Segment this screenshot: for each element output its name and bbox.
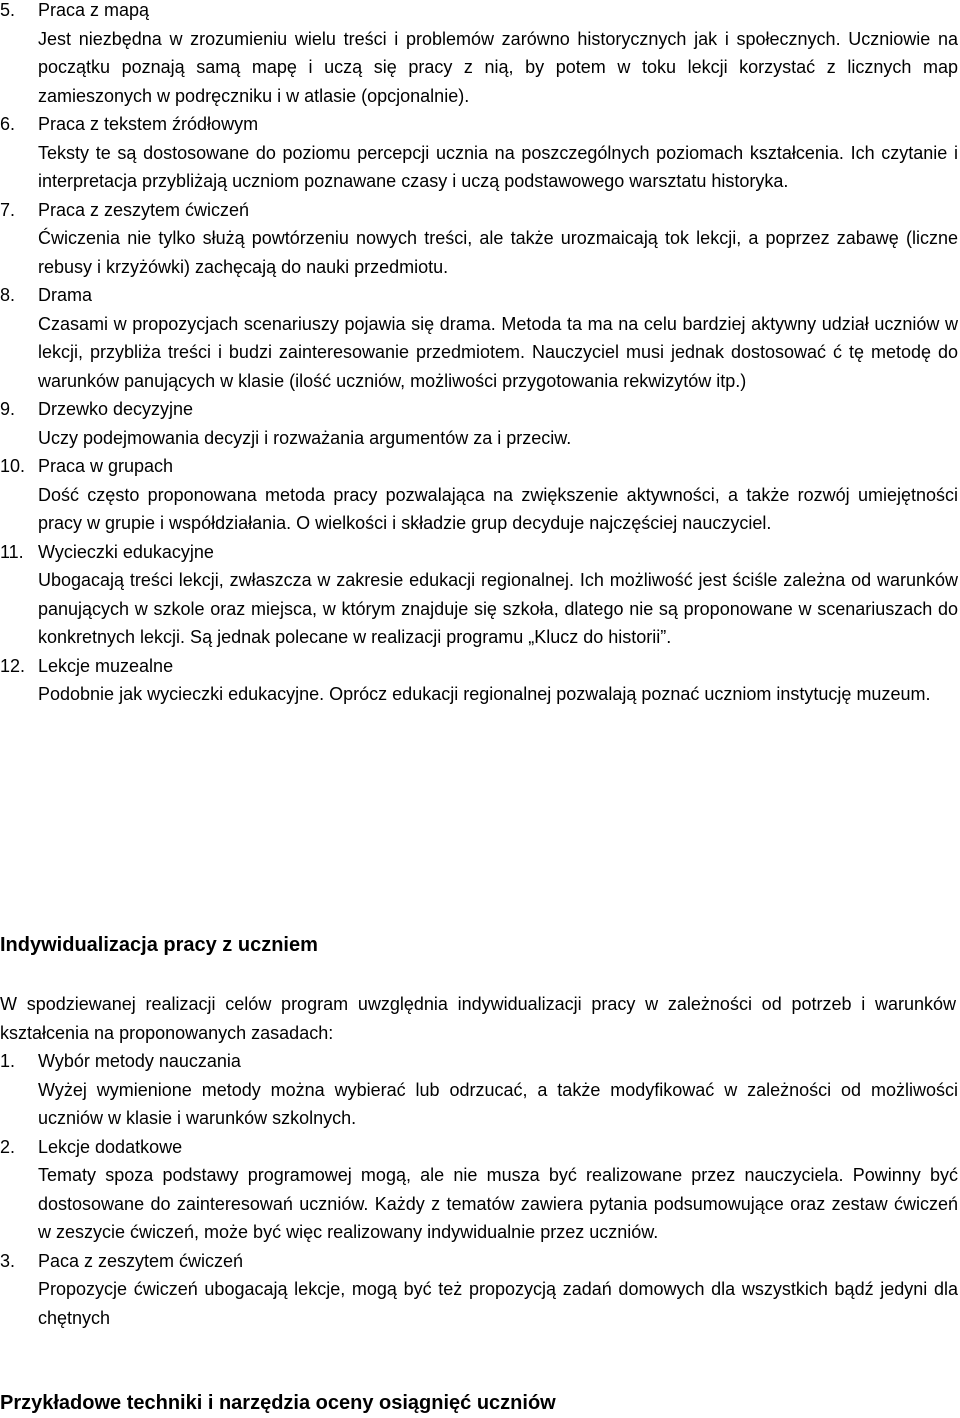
item-title: Praca z zeszytem ćwiczeń [38, 199, 250, 220]
list-item [0, 281, 958, 395]
list-item [0, 652, 958, 709]
item-number: 5. [0, 0, 16, 20]
item-title: Drama [38, 285, 93, 305]
list-item [0, 395, 958, 452]
teaching-methods-list [0, 0, 958, 709]
section-intro: W spodziewanej realizacji celów program uwzględnia indywidualizacji pracy w zależności od potrzeb i warunków kształcenia na proponowanych zasadach: [0, 994, 956, 1043]
item-description: Teksty te są dostosowane do poziomu percepcji ucznia na poszczególnych poziomach kształcenia. Ich czytanie i interpretacja przybliżają uczniom poznawane czasy i uczą podstawowego warsztatu historyka. [38, 142, 958, 191]
item-description: Tematy spoza podstawy programowej mogą, ale nie musza być realizowane przez nauczyciela. Powinny być dostosowane do zainteresowań uczniów. Każdy z tematów zawiera pytania podsumowujące oraz zestaw ćwiczeń w zeszycie ćwiczeń, może być więc realizowany indywidualnie przez uczniów. [38, 1165, 958, 1242]
item-description: Wyżej wymienione metody można wybierać lub odrzucać, a także modyfikować w zależności od możliwości uczniów w klasie i warunków szkolnych. [38, 1079, 958, 1128]
item-number: 12. [0, 655, 26, 676]
item-description: Podobnie jak wycieczki edukacyjne. Oprócz edukacji regionalnej pozwalają poznać uczniom instytucję muzeum. [38, 684, 931, 704]
item-number: 1. [0, 1051, 16, 1071]
item-description: Czasami w propozycjach scenariuszy pojawia się drama. Metoda ta ma na celu bardziej aktywny udział uczniów w lekcji, przybliża treści i budzi zainteresowanie przedmiotem. Nauczyciel musi jednak dostosować ć tę metodę do warunków panujących w klasie (ilość uczniów, możliwości przygotowania rekwizytów itp.) [38, 313, 958, 391]
list-item [0, 110, 958, 196]
item-description: Ćwiczenia nie tylko służą powtórzeniu nowych treści, ale także urozmaicają tok lekcji, a poprzez zabawę (liczne rebusy i krzyżówki) zachęcają do nauki przedmiotu. [38, 228, 958, 277]
item-number: 2. [0, 1136, 16, 1157]
list-item [0, 196, 958, 282]
item-title: Drzewko decyzyjne [38, 399, 194, 419]
list-item [0, 538, 958, 652]
item-title: Praca z tekstem źródłowym [38, 114, 259, 134]
list-item [0, 1133, 958, 1247]
item-number: 6. [0, 114, 16, 134]
item-number: 3. [0, 1250, 16, 1271]
list-item [0, 1247, 958, 1333]
item-title: Paca z zeszytem ćwiczeń [38, 1250, 244, 1271]
item-title: Wybór metody nauczania [38, 1051, 241, 1071]
item-description: Dość często proponowana metoda pracy pozwalająca na zwiększenie aktywności, a także rozwój umiejętności pracy w grupie i współdziałania. O wielkości i składzie grup decyduje najczęściej nauczyciel. [38, 484, 958, 533]
item-number: 11. [0, 541, 24, 562]
list-item [0, 1047, 958, 1133]
section-heading: Przykładowe techniki i narzędzia oceny osiągnięć uczniów [0, 1392, 556, 1414]
item-number: 7. [0, 199, 16, 220]
section-heading: Indywidualizacja pracy z uczniem [0, 934, 318, 956]
item-description: Ubogacają treści lekcji, zwłaszcza w zakresie edukacji regionalnej. Ich możliwość jest ściśle zależna od warunków panujących w szkole oraz miejsca, w którym znajduje się szkoła, dlatego nie są proponowane w scenariuszach do konkretnych lekcji. Są jednak polecane w realizacji programu „Klucz do historii”. [38, 570, 958, 647]
item-title: Praca z mapą [38, 0, 150, 20]
list-item [0, 0, 958, 110]
item-title: Lekcje muzealne [38, 655, 174, 676]
item-number: 9. [0, 399, 16, 419]
item-title: Wycieczki edukacyjne [38, 541, 214, 562]
item-description: Uczy podejmowania decyzji i rozważania argumentów za i przeciw. [38, 427, 572, 448]
item-number: 8. [0, 285, 16, 305]
item-description: Propozycje ćwiczeń ubogacają lekcje, mogą być też propozycją zadań domowych dla wszystkich bądź jedyni dla chętnych [38, 1279, 958, 1328]
individualization-list [0, 1047, 958, 1332]
item-description: Jest niezbędna w zrozumieniu wielu treści i problemów zarówno historycznych jak i społecznych. Uczniowie na początku poznają samą mapę i uczą się pracy z nią, by potem w toku lekcji korzystać z licznych map zamieszonych w podręczniku i w atlasie (opcjonalnie). [38, 28, 958, 106]
list-item [0, 452, 958, 538]
item-title: Praca w grupach [38, 456, 174, 476]
item-number: 10. [0, 456, 26, 476]
item-title: Lekcje dodatkowe [38, 1136, 183, 1157]
